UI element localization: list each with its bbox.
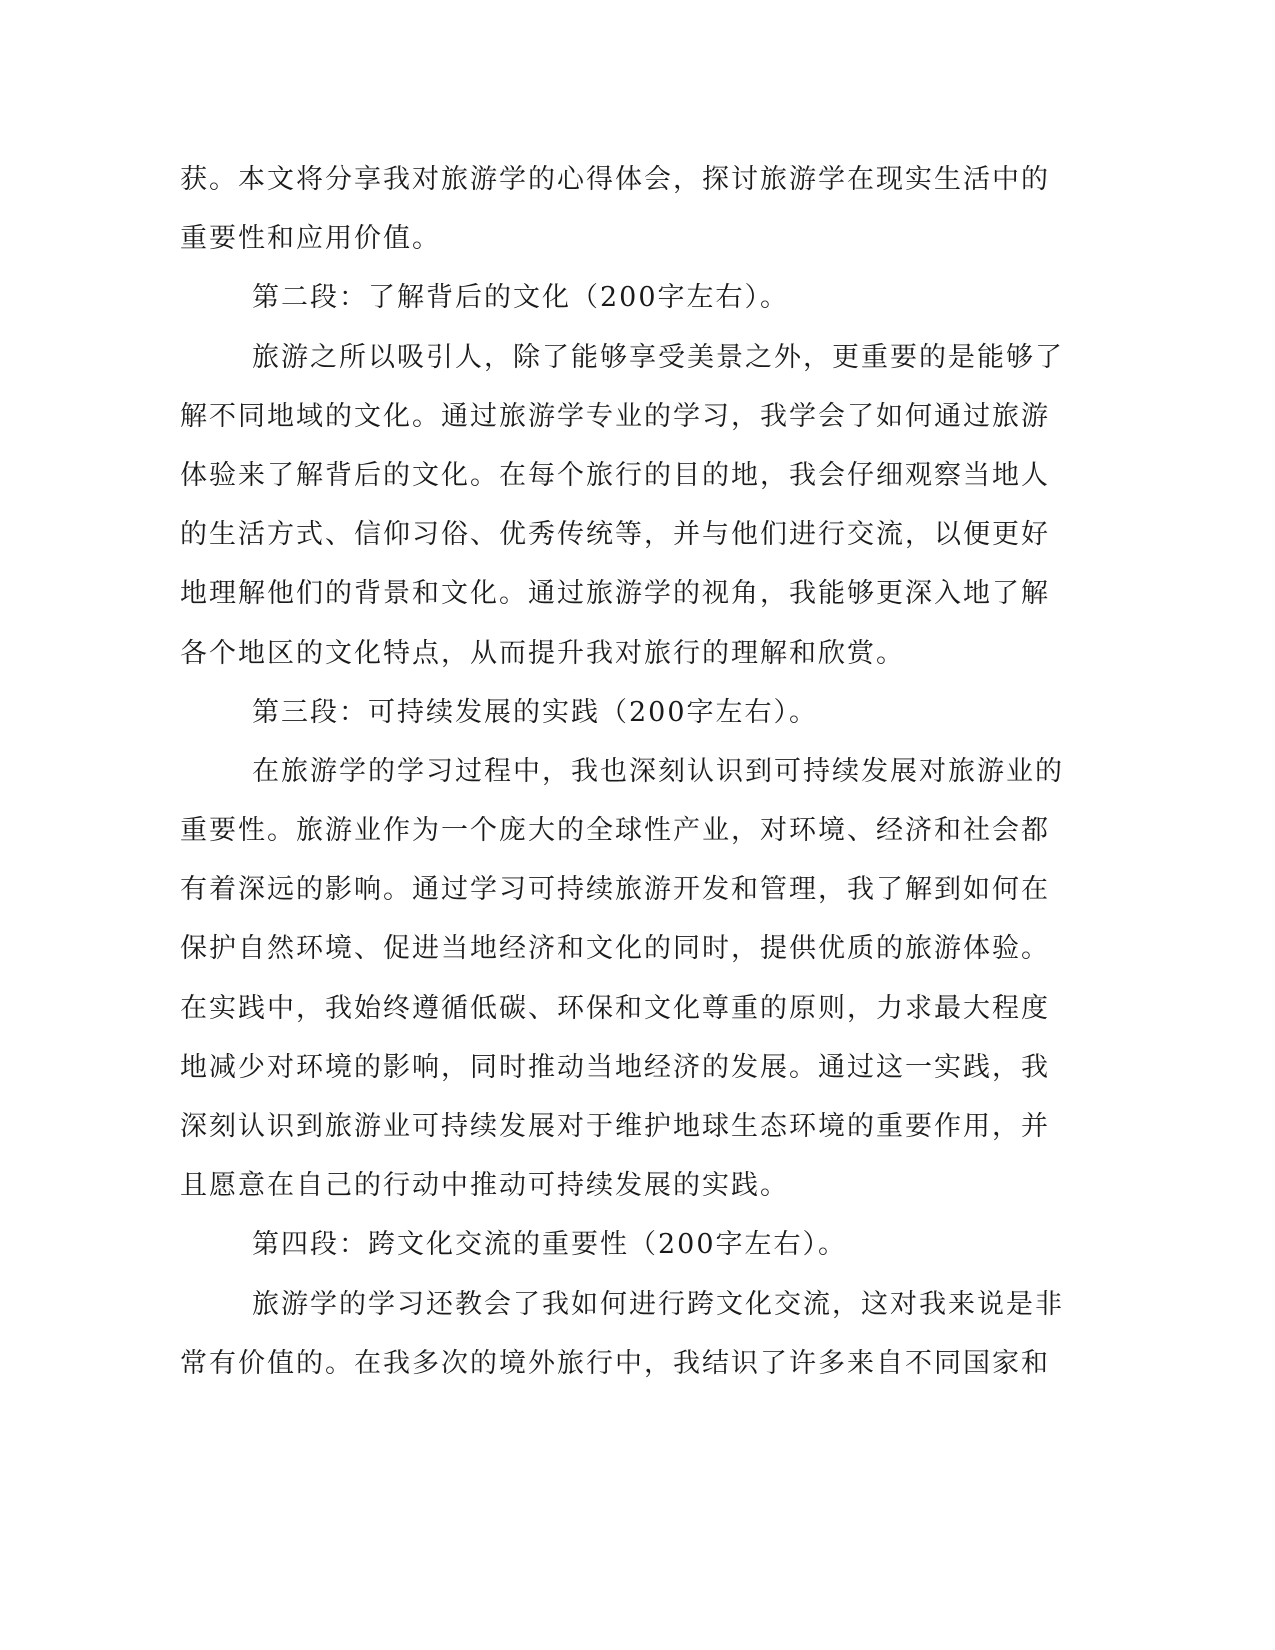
text-line: 体验来了解背后的文化。在每个旅行的目的地，我会仔细观察当地人 [180, 459, 1050, 491]
paragraph-start-line: 旅游学的学习还教会了我如何进行跨文化交流，这对我来说是非 [252, 1288, 1064, 1320]
text-line: 解不同地域的文化。通过旅游学专业的学习，我学会了如何通过旅游 [180, 400, 1050, 432]
text-line: 保护自然环境、促进当地经济和文化的同时，提供优质的旅游体验。 [180, 933, 1050, 965]
paragraph-start-line: 旅游之所以吸引人，除了能够享受美景之外，更重要的是能够了 [252, 341, 1064, 373]
text-line: 深刻认识到旅游业可持续发展对于维护地球生态环境的重要作用，并 [180, 1111, 1050, 1142]
text-line: 且愿意在自己的行动中推动可持续发展的实践。 [180, 1170, 789, 1202]
text-line: 常有价值的。在我多次的境外旅行中，我结识了许多来自不同国家和 [180, 1347, 1050, 1379]
text-line: 地理解他们的背景和文化。通过旅游学的视角，我能够更深入地了解 [180, 578, 1050, 610]
text-line: 地减少对环境的影响，同时推动当地经济的发展。通过这一实践，我 [180, 1051, 1050, 1083]
paragraph-start-line: 在旅游学的学习过程中，我也深刻认识到可持续发展对旅游业的 [252, 755, 1064, 787]
paragraph-start-line: 第二段：了解背后的文化（200字左右）。 [252, 282, 790, 314]
text-line: 重要性和应用价值。 [180, 223, 441, 255]
text-line: 获。本文将分享我对旅游学的心得体会，探讨旅游学在现实生活中的 [180, 164, 1050, 195]
text-line: 各个地区的文化特点，从而提升我对旅行的理解和欣赏。 [180, 637, 905, 669]
paragraph-start-line: 第三段：可持续发展的实践（200字左右）。 [252, 696, 819, 728]
text-line: 的生活方式、信仰习俗、优秀传统等，并与他们进行交流，以便更好 [180, 519, 1050, 551]
text-line: 在实践中，我始终遵循低碳、环保和文化尊重的原则，力求最大程度 [180, 992, 1050, 1024]
document-body [180, 150, 1064, 1393]
paragraph-start-line: 第四段：跨文化交流的重要性（200字左右）。 [252, 1229, 848, 1261]
text-line: 重要性。旅游业作为一个庞大的全球性产业，对环境、经济和社会都 [180, 815, 1050, 847]
text-line: 有着深远的影响。通过学习可持续旅游开发和管理，我了解到如何在 [180, 874, 1050, 906]
